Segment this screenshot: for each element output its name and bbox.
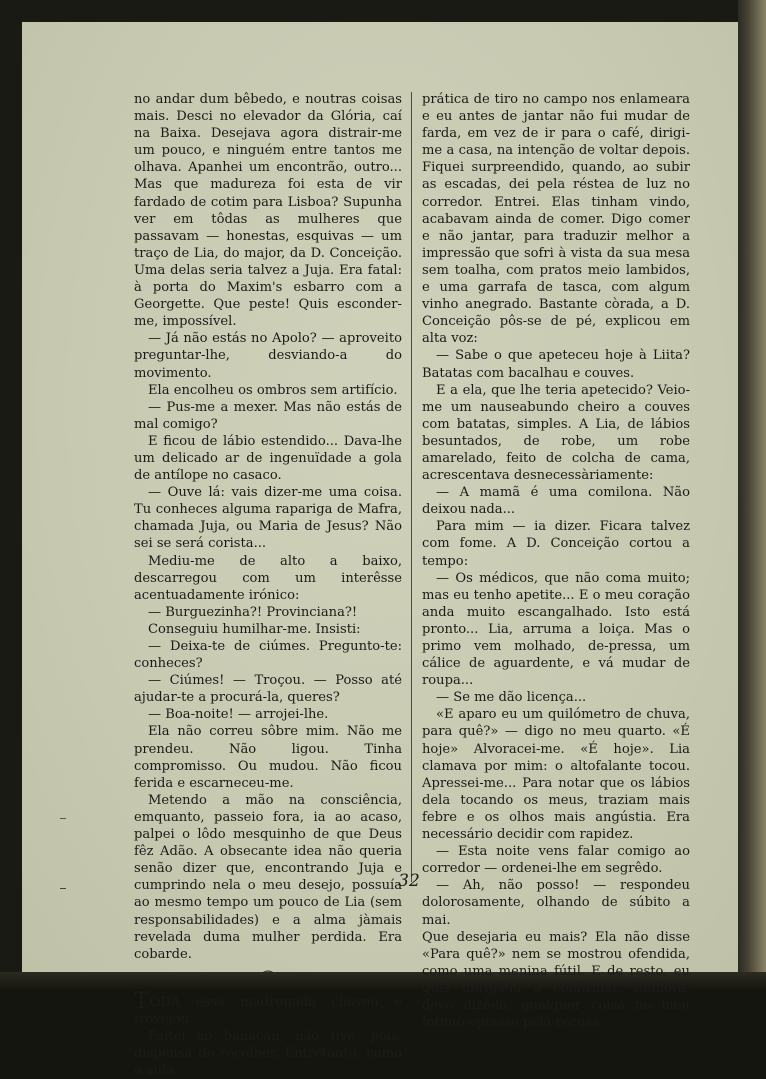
paragraph: — Os médicos, que não coma muito; mas eu tenho apetite... E o meu coração anda muito escangalhado. Isto está pronto... Lia, arruma a loiça. Mas o primo vem molhado, de-pressa, um cálice de aguardente, e vá mudar de roupa...: [422, 570, 690, 689]
paragraph: Metendo a mão na consciência, emquanto, passeio fora, ia ao acaso, palpei o lôdo mesquinho de que Deus fêz Adão. A obsecante idea não queria senão dizer que, encontrando Juja e cumprindo nela o meu desejo, possuía ao mesmo tempo um pouco de Lia (sem responsabilidades) e a alma jàmais revelada duma mulher perdida. Era cobarde.: [134, 792, 402, 962]
right-column: [422, 91, 690, 1031]
paragraph: Conseguiu humilhar-me. Insisti:: [148, 621, 361, 637]
paragraph: Ela encolheu os ombros sem artifício.: [148, 382, 398, 398]
paragraph: — Sabe o que apeteceu hoje à Liita? Batatas com bacalhau e couves.: [422, 348, 690, 381]
paragraph: — Ouve lá: vais dizer-me uma coisa. Tu conheces alguma rapariga de Mafra, chamada Juja, ou Maria de Jesus? Não sei se será corista...: [134, 485, 402, 552]
paragraph: Ela não correu sôbre mim. Não me prendeu. Não ligou. Tinha compromisso. Ou mudou. Não ficou ferida e escarneceu-me.: [134, 724, 402, 791]
margin-mark: [60, 888, 66, 889]
section-separator-ornament: ⁀: [263, 970, 273, 984]
paragraph: — Ciúmes! — Troçou. — Posso até ajudar-te a procurá-la, queres?: [134, 673, 402, 706]
paragraph: Mediu-me de alto a baixo, descarregou com um interêsse acentuadamente irónico:: [134, 553, 402, 603]
paragraph: — Se me dão licença...: [436, 690, 587, 706]
paragraph: E ficou de lábio estendido... Dava-lhe um delicado ar de ingenuïdade a gola de antílope no casaco.: [134, 433, 402, 484]
paragraph: — A mamã é uma comilona. Não deixou nada...: [422, 485, 690, 518]
paragraph: prática de tiro no campo nos enlameara e eu antes de jantar não fui mudar de farda, em vez de ir para o café, dirigi-me a casa, na intenção de voltar depois. Fiquei surpreendido, quando, ao subir as escadas, dei pela réstea de luz no corredor. Entrei. Elas tinham vindo, acabavam ainda de comer. Digo comer e não jantar, para traduzir melhor a impressão que sofri à vista da sua mesa sem toalha, com pratos meio lambidos, e uma garrafa de tasca, com algum vinho anegrado. Bastante còrada, a D. Conceição pôs-se de pé, explicou em alta voz:: [422, 92, 690, 347]
margin-mark: [60, 818, 66, 819]
paragraph: — Pus-me a mexer. Mas não estás de mal comigo?: [134, 399, 402, 432]
paragraph: no andar dum bêbedo, e noutras coisas mais. Desci no elevador da Glória, caí na Baixa. Desejava agora distrair-me um pouco, e ninguém entre tantos me olhava. Apanhei um encontrão, outro... Mas que madureza foi esta de vir fardado de cotim para Lisboa? Supunha ver em tôdas as mulheres que passavam — honestas, esquivas — um traço de Lia, do major, da D. Conceição. Uma delas seria talvez a Juja. Era fatal: à porta do Maxim's esbarro com a Georgette. Que peste! Quis esconder-me, impossível.: [134, 92, 402, 330]
paragraph-section-start: [134, 988, 402, 1028]
column-divider: [411, 92, 412, 882]
paragraph: Para mim — ia dizer. Ficara talvez com fome. A D. Conceição cortou a tempo:: [422, 519, 690, 569]
page-number: 32: [398, 871, 420, 891]
left-column: [134, 91, 402, 1079]
paragraph: — Boa-noite! — arrojei-lhe.: [148, 707, 329, 723]
paragraph: E a ela, que lhe teria apetecido? Veio-me um nauseabundo cheiro a couves com batatas, simples. A Lia, de lábios besuntados, de robe, um robe amarelado, feito de colcha de cama, acrescentava desnecessàriamente:: [422, 382, 690, 484]
paragraph-text: ÔDA essa madrugada choveu e trovejou.: [134, 994, 402, 1027]
paragraph: — Ah, não posso! — respondeu dolorosamente, olhando de súbito a mai.: [422, 878, 690, 928]
paragraph: Faltei ao banacau, não tive, pois, dispensa de recolher. Entretanto, como a aula: [134, 1028, 402, 1079]
drop-cap: T: [134, 988, 149, 1014]
paragraph: — Esta noite vens falar comigo ao corredor — ordenei-lhe em segrêdo.: [422, 844, 690, 877]
paragraph: «E aparo eu um quilómetro de chuva, para quê?» — digo no meu quarto. «É hoje» Alvoracei-me. «É hoje». Lia clamava por mim: o altofalante tocou. Apressei-me... Para notar que os lábios dela tocando os meus, traziam mais febre e os olhos mais angústia. Era necessário decidir com rapidez.: [422, 707, 690, 843]
paragraph: — Burguezinha?! Provinciana?!: [148, 604, 358, 620]
book-spine-edge: [738, 0, 766, 991]
paragraph: — Já não estás no Apolo? — aproveito preguntar-lhe, desviando-a do movimento.: [134, 331, 402, 381]
paragraph: Que desejaria eu mais? Ela não disse «Para quê?» nem se mostrou ofendida, como uma menina fútil. E de resto, eu quis obrigá-la a confirmar. Embora, devo dizê-lo, qualquer coisa no meu íntimo optasse pela recusa.: [422, 929, 690, 1031]
paragraph: — Deixa-te de ciúmes. Pregunto-te: conheces?: [134, 639, 402, 672]
